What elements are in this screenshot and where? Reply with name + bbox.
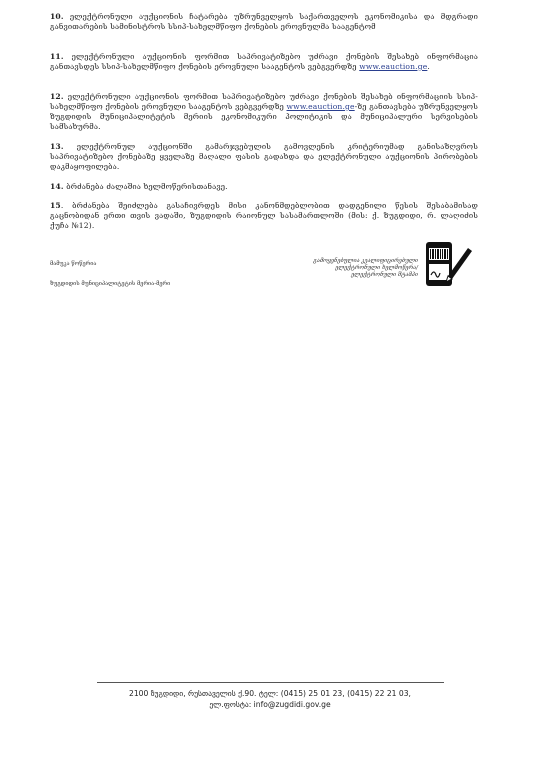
item-text-after: .: [427, 62, 430, 71]
item-text: ელექტრონული აუქციონის ფორმით საპრივატიზებო უძრავი ქონების შესახებ ინფორმაცია განთავსდეს სსიპ-სახელმწიფო ქონების ეროვნული სააგენტოს ვებგვერდზე: [50, 52, 478, 71]
footer-divider: [97, 682, 444, 683]
item-text: ბრძანება ძალაშია ხელმოწერისთანავე.: [66, 182, 228, 191]
item-number: 12.: [50, 92, 64, 101]
item-number: 15: [50, 201, 61, 210]
footer-address: 2100 ზუგდიდი, რუსთაველის ქ.90. ტელ: (0415) 25 01 23, (0415) 22 21 03,: [129, 689, 411, 698]
e-signature-icon: [424, 240, 474, 288]
item-text: ელექტრონულ აუქციონში გამარჯვებულის გამოვლენის კრიტერიუმად განისაზღვროს საპრივატიზებო ქონებაზე ყველაზე მაღალი ფასის გადახდა და ელექტრონული აუქციონის პირობების დაკმაყოფილება.: [50, 142, 478, 171]
footer-email: ელ.ფოსტა: info@zugdidi.gov.ge: [209, 700, 331, 709]
item-text: ელექტრონული აუქციონის ჩატარება უზრუნველყოს საქართველოს ეკონომიკისა და მდგრადი განვითარების სამინისტროს სსიპ-სახელმწიფო ქონების ეროვნულმა სააგენტომ: [50, 12, 478, 31]
paragraph-12: [50, 92, 478, 132]
paragraph-15: [50, 201, 478, 231]
item-text-after: -ზე განთავსება უზრუნველყოს ზუგდიდის მუნიციპალიტეტის მერიის ეკონომიკური პოლიტიკის და მუნიციპალური სერვისების სამსახურმა.: [50, 102, 478, 131]
paragraph-13: [50, 142, 478, 172]
eauction-link[interactable]: www.eauction.ge: [359, 62, 428, 71]
page-footer: [90, 688, 450, 710]
item-number: 10.: [50, 12, 64, 21]
item-number: 13.: [50, 142, 64, 151]
item-text: ელექტრონული აუქციონის ფორმით საპრივატიზებო უძრავი ქონების შესახებ ინფორმაციის სსიპ-სახელმწიფო ქონების ეროვნული სააგენტოს ვებგვერდზე: [50, 92, 478, 111]
e-signature-note: გამოყენებულია კვალიფიცირებული ელექტრონული ხელმოწერა/ელექტრონული შტამპი: [313, 258, 418, 279]
paragraph-11: [50, 52, 478, 72]
item-number: 14.: [50, 182, 64, 191]
item-number: 11.: [50, 52, 64, 61]
item-text: . ბრძანება შეიძლება გასაჩივრდეს მისი კანონმდებლობით დადგენილი წესის შესაბამისად გაცნობიდან ერთი თვის ვადაში, ზუგდიდის რაიონულ სასამართლოში (მის: ქ. ზუგდიდი, რ. ლაღიძის ქუჩა №12).: [50, 201, 478, 230]
eauction-link[interactable]: www.eauction.ge: [286, 102, 355, 111]
paragraph-14: [50, 182, 478, 192]
signer-org: ზუგდიდის მუნიციპალიტეტის მერია-მერი: [50, 281, 171, 287]
signer-name: მამუკა წოწერია: [50, 261, 97, 267]
paragraph-10: [50, 12, 478, 32]
